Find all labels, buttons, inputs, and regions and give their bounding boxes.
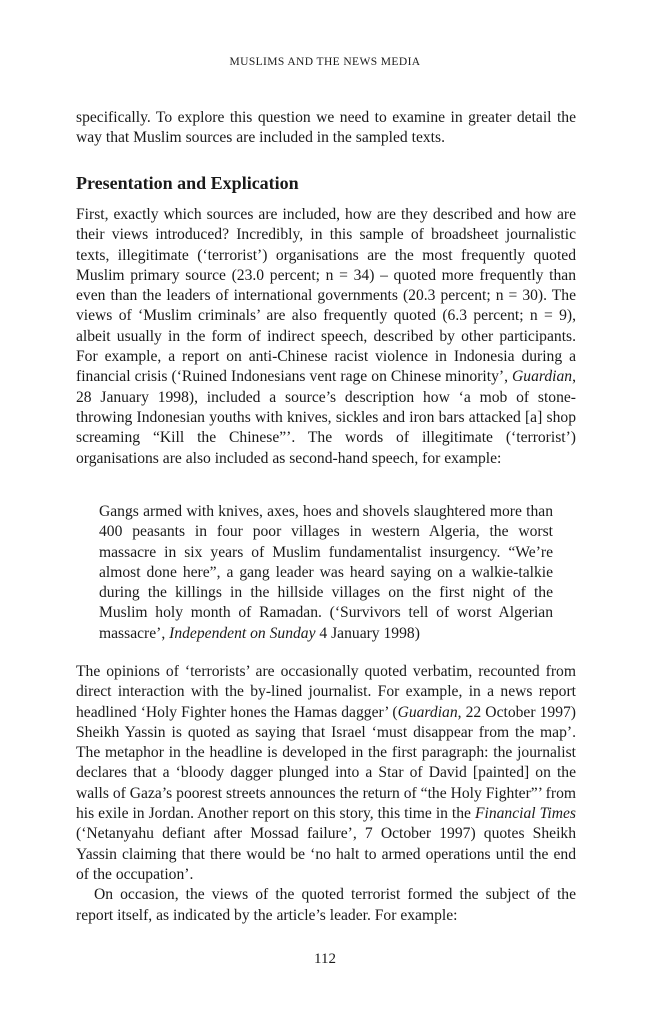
text-run: Gangs armed with knives, axes, hoes and shovels slaughtered more than 400 peasants in four poor villages in western Algeria, the worst massacre in six years of Muslim fundamentalist insurgency. “We’re almost done here”, a gang leader was heard saying on a walkie-talkie during the killings in the hillside villages on the first night of the Muslim holy month of Ramadan. (‘Survivors tell of worst Algerian massacre’, [99,503,553,642]
page-number: 112 [314,951,336,967]
text-run: 4 January 1998) [315,624,420,642]
newspaper-title: Independent on Sunday [169,624,316,642]
paragraph-text: specifically. To explore this question we need to examine in greater detail the way that Muslim sources are included in the sampled texts. [76,109,576,147]
text-run: , 28 January 1998), included a source’s description how ‘a mob of stone-throwing Indonesian youths with knives, sickles and iron bars attacked [a] shop screaming “Kill the Chinese”’. The words of illegitimate (‘terrorist’) organisations are also included as second-hand speech, for example: [76,368,576,467]
newspaper-title: Guardian [512,368,573,386]
paragraph-sources [76,205,576,469]
newspaper-title: Guardian [397,703,458,721]
section-heading: Presentation and Explication [76,173,299,193]
paragraph-text [76,205,576,469]
paragraph-text [76,662,576,885]
newspaper-title: Financial Times [474,805,576,823]
paragraph-text: On occasion, the views of the quoted terrorist formed the subject of the report itself, as indicated by the article’s leader. For example: [76,886,576,924]
running-head: MUSLIMS AND THE NEWS MEDIA [229,56,421,68]
text-run: First, exactly which sources are included, how are they described and how are their views introduced? Incredibly, in this sample of broadsheet journalistic texts, illegitimate (‘terrorist’) organisations are the most frequently quoted Muslim primary source (23.0 percent; n = 34) – quoted more frequently than even than the leaders of international governments (20.3 percent; n = 30). The views of ‘Muslim criminals’ are also frequently quoted (6.3 percent; n = 9), albeit usually in the form of indirect speech, described by other participants. For example, a report on anti-Chinese racist violence in Indonesia during a financial crisis (‘Ruined Indonesians vent rage on Chinese minority’, [76,206,576,386]
text-run: The opinions of ‘terrorists’ are occasionally quoted verbatim, recounted from direct interaction with the by-lined journalist. For example, in a news report headlined ‘Holy Fighter hones the Hamas dagger’ ( [76,663,576,721]
paragraph-terrorists [76,662,576,926]
paragraph-intro [76,108,576,149]
block-quote [99,502,553,644]
quote-text [99,502,553,644]
text-run: , 22 October 1997) Sheikh Yassin is quoted as saying that Israel ‘must disappear from the map’. The metaphor in the headline is developed in the first paragraph: the journalist declares that a ‘bloody dagger plunged into a Star of David [painted] on the walls of Gaza’s poorest streets announces the return of “the Holy Fighter”’ from his exile in Jordan. Another report on this story, this time in the [76,703,576,823]
text-run: (‘Netanyahu defiant after Mossad failure’, 7 October 1997) quotes Sheikh Yassin claiming that there would be ‘no halt to armed operations until the end of the occupation’. [76,825,576,883]
